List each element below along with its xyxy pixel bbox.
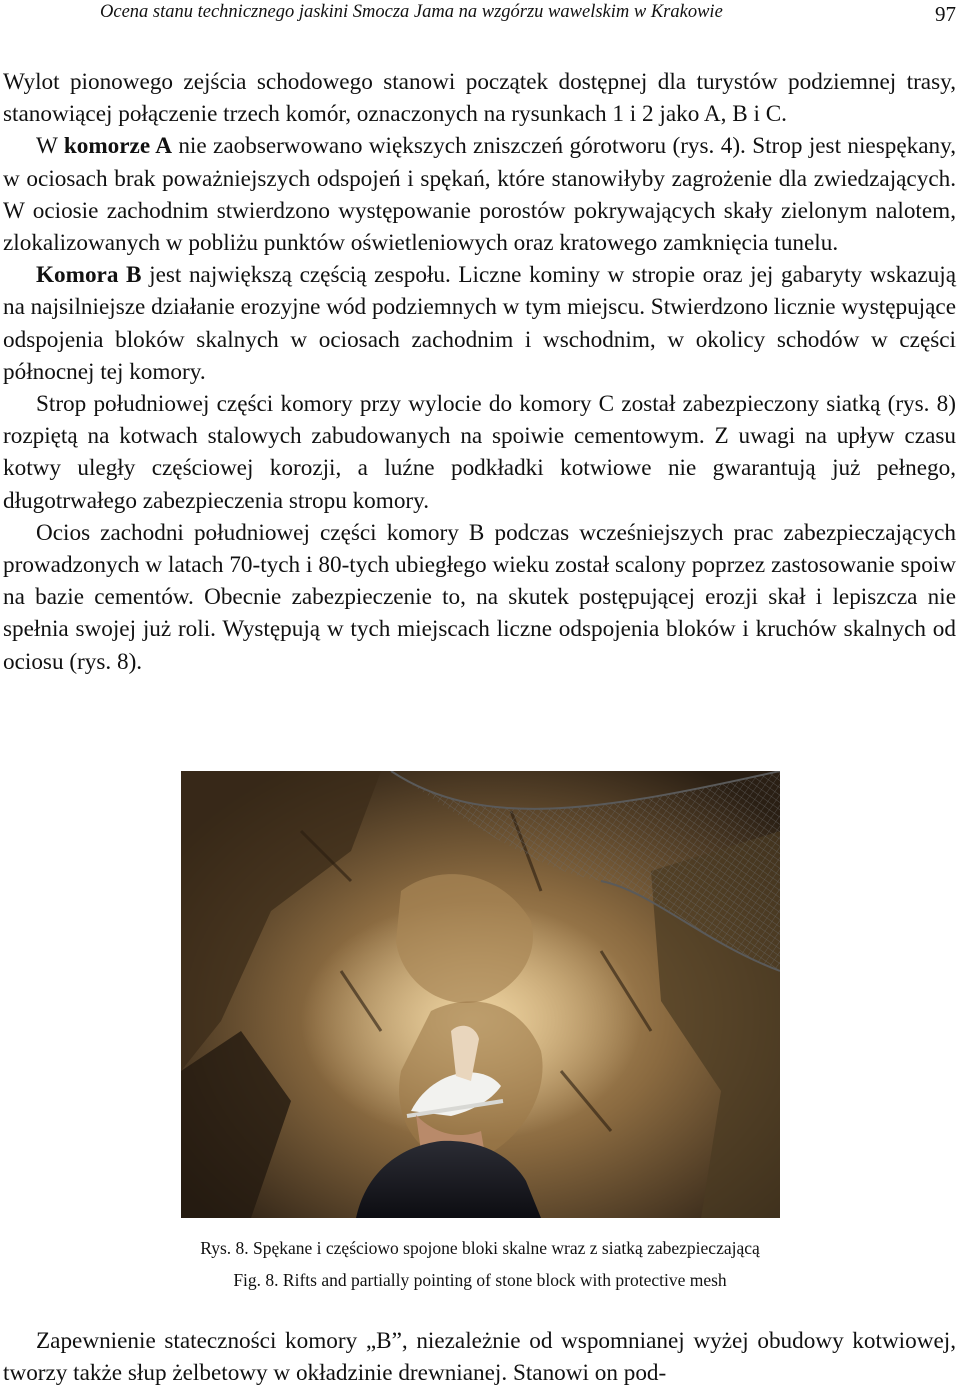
paragraph-2-lead: W <box>36 133 64 160</box>
paragraph-2 <box>3 130 956 259</box>
paragraph-2-text: nie zaobserwowano większych zniszczeń górotworu (rys. 4). Strop jest niespękany, w ociosach brak poważniejszych odspojeń i spękań, które stanowiłyby zagrożenie dla zwiedzających. W ociosie zachodnim stwierdzono występowanie porostów pokrywających skały zielonym nalotem, zlokalizowanych w pobliżu punktów oświetleniowych oraz kratowego zamknięcia tunelu. <box>3 133 957 257</box>
running-header <box>0 0 960 32</box>
paragraph-2-bold: komorze A <box>63 133 172 160</box>
paragraph-3 <box>3 259 956 388</box>
running-title: Ocena stanu technicznego jaskini Smocza Jama na wzgórzu wawelskim w Krakowie <box>100 2 723 22</box>
paragraph-4: Strop południowej części komory przy wylocie do komory C został zabezpieczony siatką (rys. 8) rozpiętą na kotwach stalowych zabudowanych na spoiwie cementowym. Z uwagi na upływ czasu kotwy uległy częściowej korozji, a luźne podkładki kotwiowe nie gwarantują już pełnego, długotrwałego zabezpieczenia stropu komory. <box>3 391 956 514</box>
paragraph-5: Ocios zachodni południowej części komory B podczas wcześniejszych prac zabezpieczających prowadzonych w latach 70-tych i 80-tych ubiegłego wieku został scalony poprzez zastosowanie spoiw na bazie cementów. Obecnie zabezpieczenie to, na skutek postępującej erozji skał i lepiszcza nie spełnia swojej już roli. Występują w tych miejscach liczne odspojenia bloków i kruchów skalnych od ociosu (rys. 8). <box>3 519 956 675</box>
paragraph-1: Wylot pionowego zejścia schodowego stanowi początek dostępnej dla turystów podziemnej trasy, stanowiącej połączenie trzech komór, oznaczonych na rysunkach 1 i 2 jako A, B i C. <box>3 69 956 128</box>
paragraph-6: Zapewnienie stateczności komory „B”, niezależnie od wspomnianej wyżej obudowy kotwiowej, tworzy także słup żelbetowy w okładzinie drewnianej. Stanowi on pod- <box>3 1328 956 1387</box>
cave-photo <box>181 771 780 1218</box>
figure-caption-pl: Rys. 8. Spękane i częściowo spojone bloki skalne wraz z siatką zabezpieczającą <box>200 1238 760 1258</box>
figure-caption-en: Fig. 8. Rifts and partially pointing of stone block with protective mesh <box>233 1270 727 1290</box>
paragraph-3-text: jest największą częścią zespołu. Liczne kominy w stropie oraz jej gabaryty wskazują na najsilniejsze działanie erozyjne wód podziemnych w tym miejscu. Stwierdzono licznie występujące odspojenia bloków skalnych w ociosach zachodnim i wschodnim, w okolicy schodów w części północnej tej komory. <box>3 262 956 385</box>
continuation-text <box>3 1325 956 1390</box>
page-number: 97 <box>935 2 956 26</box>
body-text <box>3 66 956 678</box>
paragraph-3-bold: Komora B <box>36 262 142 289</box>
